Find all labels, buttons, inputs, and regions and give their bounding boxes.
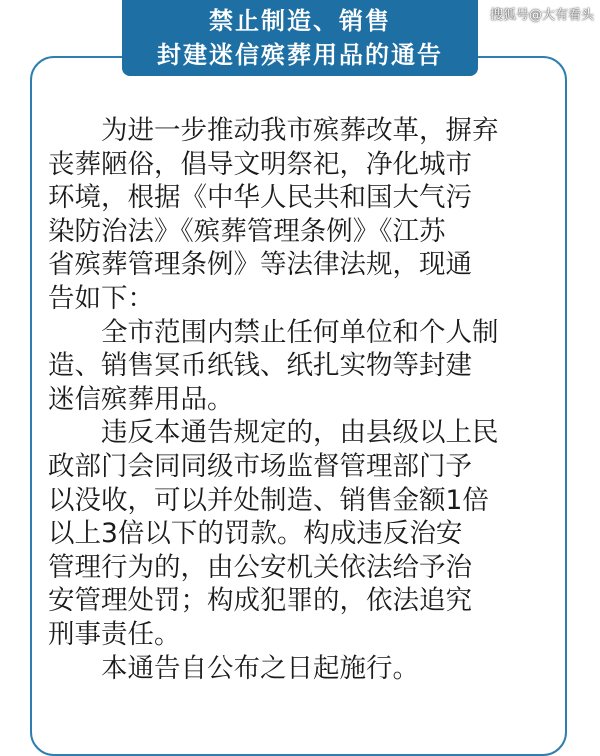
- text-line: 迷信殡葬用品。: [48, 383, 234, 415]
- text-line: 违反本通告规定的，由县级以上民: [48, 417, 499, 449]
- text-line: 以没收，可以并处制造、销售金额1倍: [48, 484, 489, 516]
- text-line: 染防治法》《殡葬管理条例》《江苏: [48, 215, 446, 247]
- text-line: 为进一步推动我市殡葬改革，摒弃: [48, 115, 499, 146]
- text-line: 环境，根据《中华人民共和国大气污: [48, 182, 472, 214]
- text-line: 丧葬陋俗，倡导文明祭祀，净化城市: [48, 148, 472, 180]
- text-line: 造、销售冥币纸钱、纸扎实物等封建: [48, 350, 472, 382]
- title-line-2: 封建迷信殡葬用品的通告: [157, 41, 443, 69]
- text-line: 刑事责任。: [48, 618, 181, 650]
- text-line: 本通告自公布之日起施行。: [48, 652, 419, 684]
- text-line: 以上3倍以下的罚款。构成违反治安: [48, 518, 463, 550]
- text-line: 管理行为的，由公安机关依法给予治: [48, 551, 472, 583]
- text-line: 全市范围内禁止任何单位和个人制: [48, 316, 499, 348]
- watermark: 搜狐号@大有看头: [489, 8, 594, 23]
- title-line-1: 禁止制造、销售: [209, 7, 391, 35]
- title-banner: [122, 0, 478, 76]
- text-line: 安管理处罚；构成犯罪的，依法追究: [48, 585, 472, 617]
- text-line: 告如下：: [48, 282, 154, 314]
- notice-body: [48, 114, 558, 685]
- text-line: 政部门会同同级市场监督管理部门予: [48, 450, 472, 482]
- text-line: 省殡葬管理条例》等法律法规，现通: [48, 249, 472, 281]
